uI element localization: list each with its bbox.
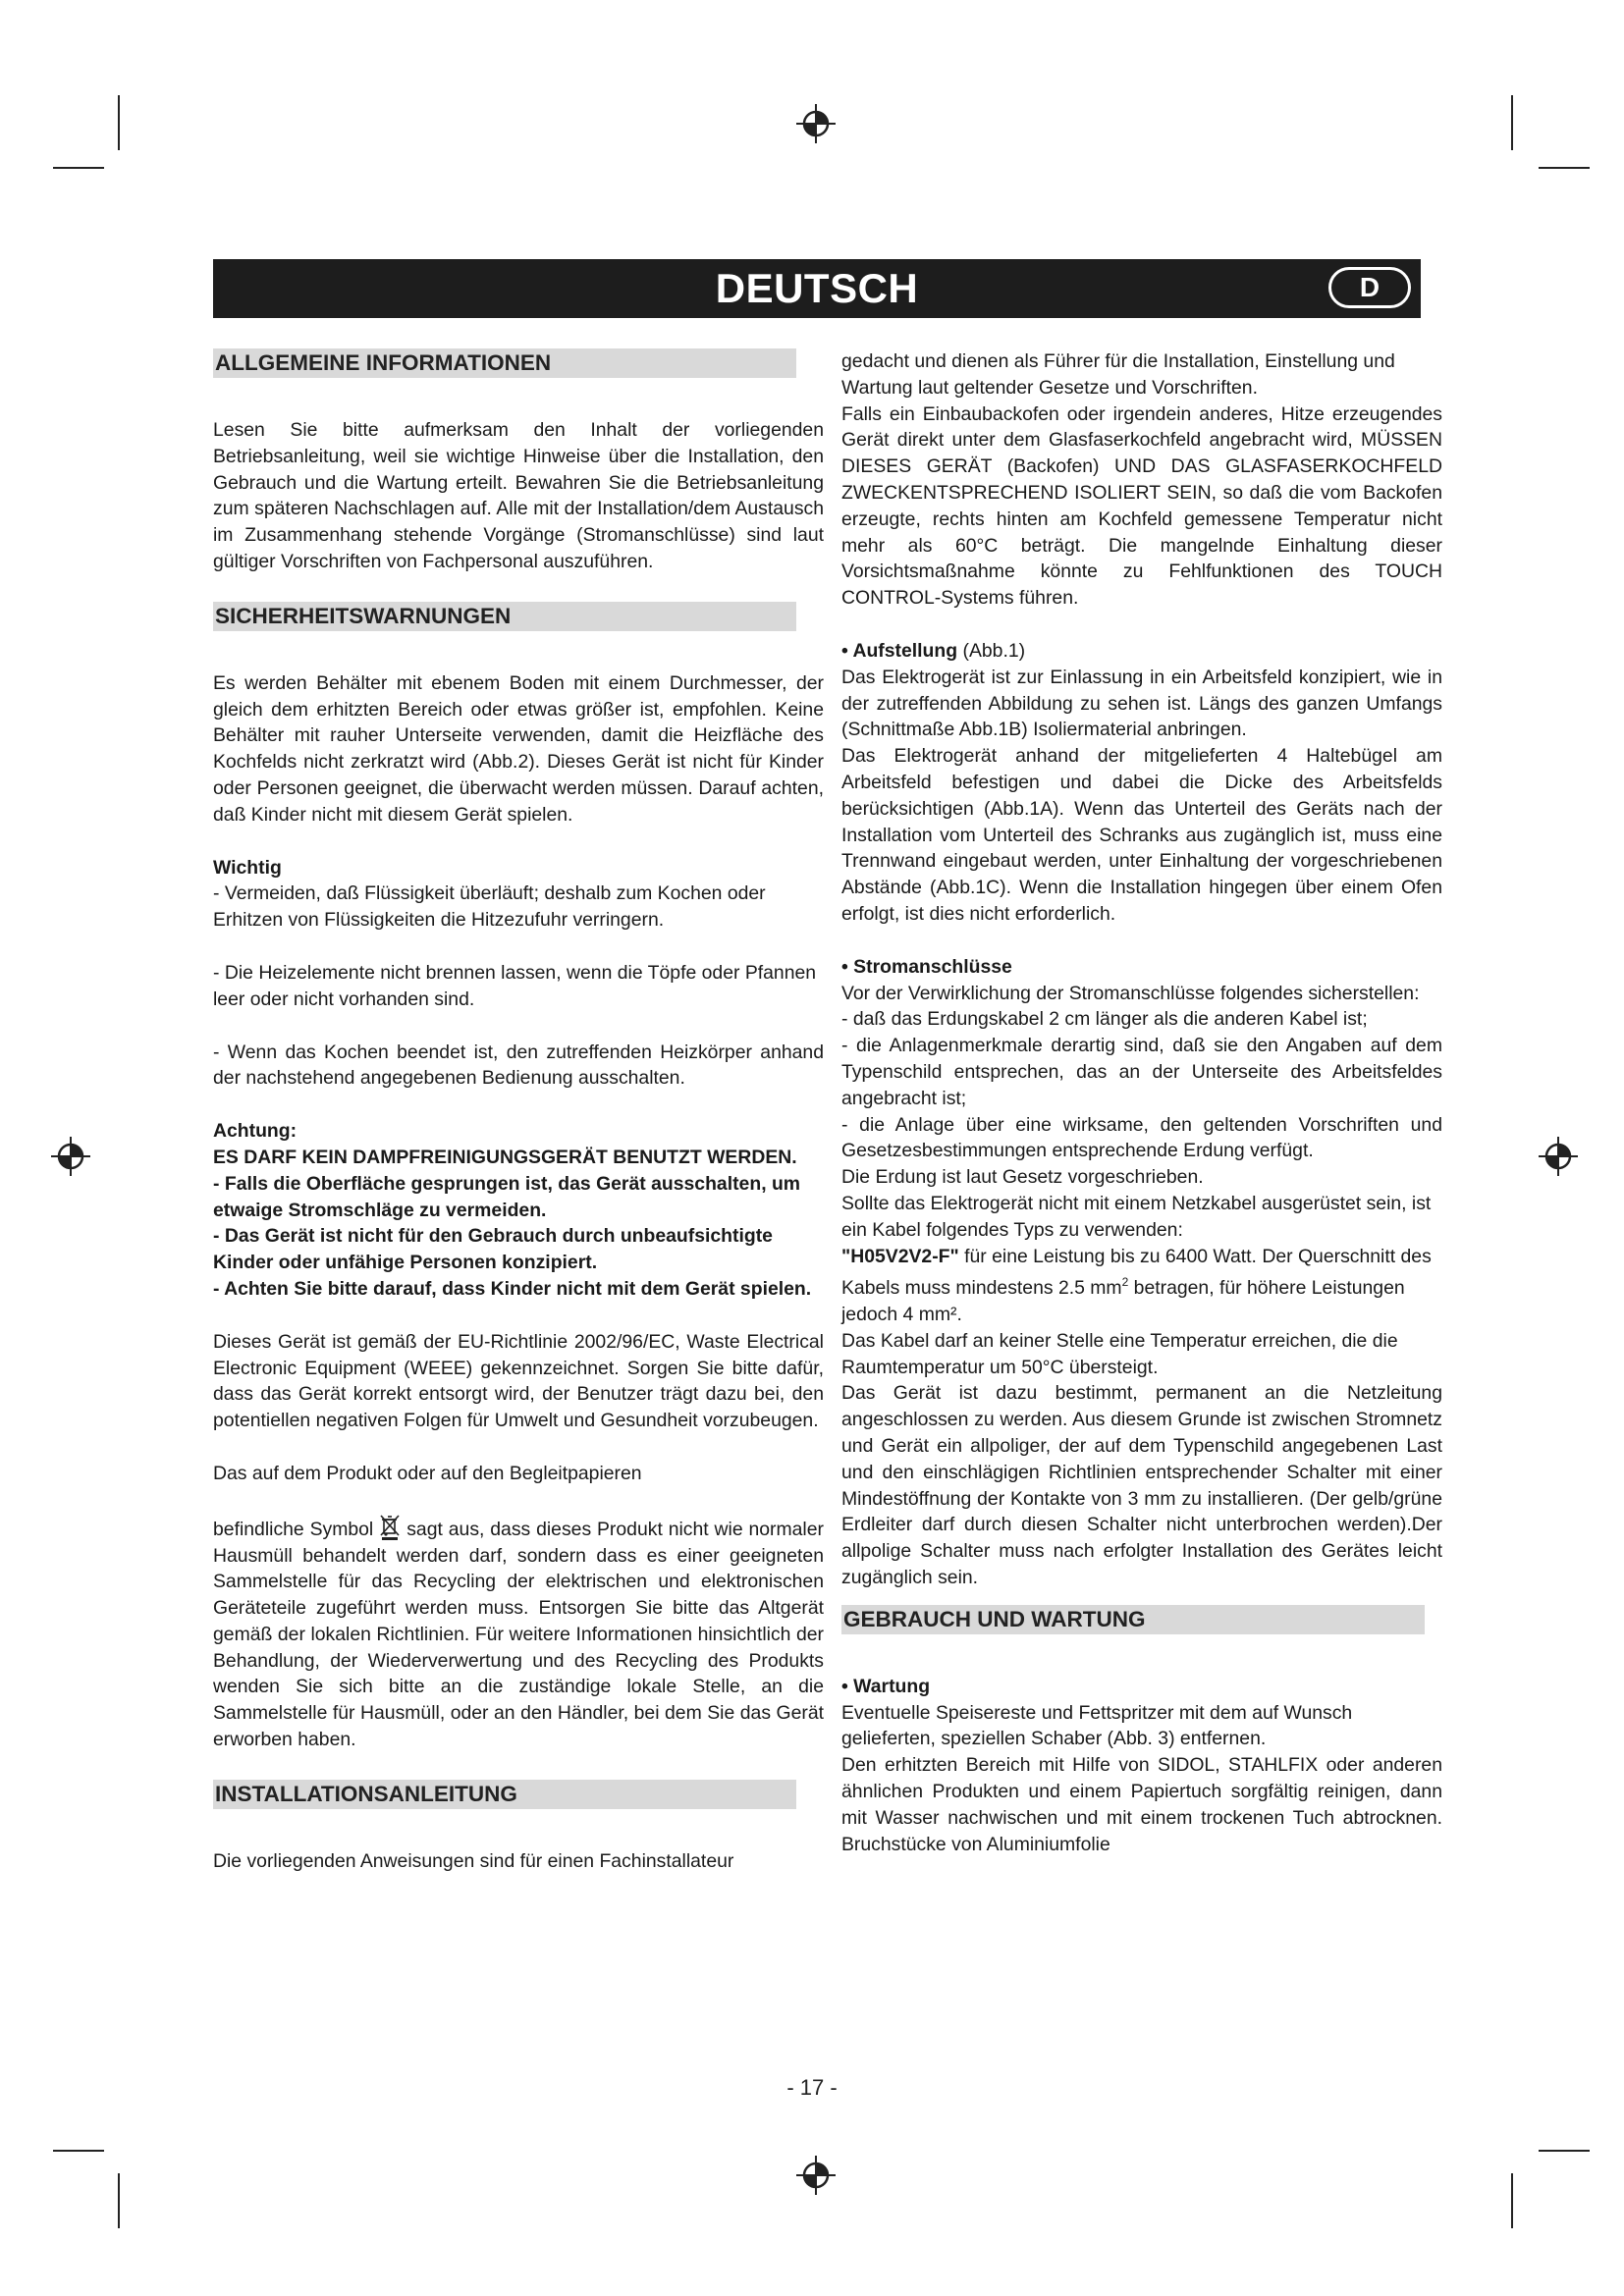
crop-mark-top-left-horizontal xyxy=(53,167,104,169)
paragraph-symbol-intro: Das auf dem Produkt oder auf den Begleitpapieren xyxy=(213,1462,642,1484)
registration-target-icon xyxy=(796,104,836,143)
section-heading-safety-warnings: SICHERHEITSWARNUNGEN xyxy=(213,602,796,631)
paragraph-weee-symbol xyxy=(213,1514,824,1753)
maintenance-heading: • Wartung xyxy=(841,1675,931,1697)
important-item: - Wenn das Kochen beendet ist, den zutreffenden Heizkörper anhand der nachstehend angegebenen Bedienung ausschalten. xyxy=(213,1041,824,1090)
paragraph-power-2: - daß das Erdungskabel 2 cm länger als die anderen Kabel ist; xyxy=(841,1008,1368,1031)
left-column xyxy=(213,348,824,1875)
section-heading-installation-instructions: INSTALLATIONSANLEITUNG xyxy=(213,1780,796,1809)
right-column xyxy=(841,348,1442,1857)
page-number: - 17 - xyxy=(786,2075,838,2100)
important-item: - Vermeiden, daß Flüssigkeit überläuft; deshalb zum Kochen oder Erhitzen von Flüssigkeiten die Hitzezufuhr verringern. xyxy=(213,882,766,932)
paragraph-power-3: - die Anlagenmerkmale derartig sind, daß sie den Angaben auf dem Typenschild entsprechen, das an der Unterseite des Arbeitsfeldes angebracht ist; xyxy=(841,1035,1442,1109)
language-badge: D xyxy=(1328,267,1411,308)
registration-target-icon xyxy=(1539,1137,1578,1176)
paragraph-power-4: - die Anlage über eine wirksame, den geltenden Vorschriften und Gesetzesbestimmungen entsprechende Erdung verfügt. xyxy=(841,1113,1442,1162)
setup-title: • Aufstellung xyxy=(841,639,958,662)
power-connections-heading: • Stromanschlüsse xyxy=(841,955,1012,978)
paragraph-installation-intro: Die vorliegenden Anweisungen sind für einen Fachinstallateur xyxy=(213,1849,734,1872)
paragraph-power-6: Sollte das Elektrogerät nicht mit einem Netzkabel ausgerüstet sein, ist ein Kabel folgendes Typs zu verwenden: xyxy=(841,1192,1432,1241)
setup-figure-ref: (Abb.1) xyxy=(957,639,1026,662)
crop-mark-top-left-vertical xyxy=(118,95,120,150)
attention-item: - Achten Sie bitte darauf, dass Kinder nicht mit dem Gerät spielen. xyxy=(213,1277,812,1300)
symbol-text-before: befindliche Symbol xyxy=(213,1518,374,1540)
cable-spec-text: für eine Leistung bis zu 6400 Watt. Der Querschnitt des Kabels muss mindestens 2.5 mm xyxy=(841,1245,1432,1300)
paragraph-weee-directive: Dieses Gerät ist gemäß der EU-Richtlinie 2002/96/EC, Waste Electrical Electronic Equipment (WEEE) gekennzeichnet. Sorgen Sie bitte dafür, dass das Gerät korrekt entsorgt wird, der Benutzer trägt dazu bei, den potentiellen negativen Folgen für Umwelt und Gesundheit vorzubeugen. xyxy=(213,1330,824,1432)
cable-spec-text-end: betragen, für höhere Leistungen jedoch 4 mm². xyxy=(841,1277,1405,1326)
crop-mark-bottom-left-horizontal xyxy=(53,2150,104,2152)
paragraph-power-7 xyxy=(841,1244,1442,1328)
attention-item: - Das Gerät ist nicht für den Gebrauch durch unbeaufsichtigte Kinder oder unfähige Personen konzipiert. xyxy=(213,1225,773,1274)
paragraph-power-5: Die Erdung ist laut Gesetz vorgeschrieben. xyxy=(841,1166,1204,1189)
paragraph-general-information: Lesen Sie bitte aufmerksam den Inhalt der vorliegenden Betriebsanleitung, weil sie wichtige Hinweise über die Installation, den Gebrauch und die Wartung erteilt. Bewahren Sie die Betriebsanleitung zum späteren Nachschlagen auf. Alle mit der Installation/dem Austausch im Zusammenhang stehende Vorgänge (Stromanschlüsse) sind laut gültiger Vorschriften von Fachpersonal auszuführen. xyxy=(213,419,824,572)
crop-mark-bottom-right-horizontal xyxy=(1539,2150,1590,2152)
crop-mark-bottom-right-vertical xyxy=(1511,2173,1513,2228)
paragraph-maintenance-2: Den erhitzten Bereich mit Hilfe von SIDOL, STAHLFIX oder anderen ähnlichen Produkten und einem Papiertuch sorgfältig reinigen, dann mit Wasser nachwischen und mit einem trockenen Tuch abtrocknen. Bruchstücke von Aluminiumfolie xyxy=(841,1754,1442,1855)
superscript-2: 2 xyxy=(1121,1275,1129,1290)
crossed-out-wheelie-bin-icon xyxy=(379,1514,401,1541)
paragraph-power-1: Vor der Verwirklichung der Stromanschlüsse folgendes sicherstellen: xyxy=(841,982,1420,1004)
attention-item: - Falls die Oberfläche gesprungen ist, das Gerät ausschalten, um etwaige Stromschläge zu vermeiden. xyxy=(213,1172,801,1221)
paragraph-installation-continued: gedacht und dienen als Führer für die Installation, Einstellung und Wartung laut geltender Gesetze und Vorschriften. xyxy=(841,350,1395,399)
attention-heading: Achtung: xyxy=(213,1120,298,1143)
language-header-bar xyxy=(213,259,1421,318)
important-item: - Die Heizelemente nicht brennen lassen, wenn die Töpfe oder Pfannen leer oder nicht vorhanden sind. xyxy=(213,961,817,1010)
section-heading-general-information: ALLGEMEINE INFORMATIONEN xyxy=(213,348,796,378)
paragraph-safety-warnings: Es werden Behälter mit ebenem Boden mit einem Durchmesser, der gleich dem erhitzten Bereich oder etwas größer ist, empfohlen. Keine Behälter mit rauher Unterseite verwenden, damit die Heizfläche des Kochfelds nicht zerkratzt wird (Abb.2). Dieses Gerät ist nicht für Kinder oder Personen geeignet, die überwacht werden müssen. Darauf achten, daß Kinder nicht mit diesem Gerät spielen. xyxy=(213,671,824,826)
crop-mark-top-right-vertical xyxy=(1511,95,1513,150)
registration-target-icon xyxy=(51,1137,90,1176)
paragraph-power-9: Das Gerät ist dazu bestimmt, permanent an die Netzleitung angeschlossen zu werden. Aus diesem Grunde ist zwischen Stromnetz und Gerät ein allpoliger, der auf dem Typenschild angegebenen Last und den einschlägigen Richtlinien entsprechender Schalter mit einer Mindestöffnung der Kontakte von 3 mm zu installieren. (Der gelb/grüne Erdleiter darf durch diesen Schalter nicht unterbrochen werden).Der allpolige Schalter muss nach erfolgter Installation des Gerätes leicht zugänglich sein. xyxy=(841,1382,1442,1589)
cable-type: "H05V2V2-F" xyxy=(841,1245,959,1267)
paragraph-oven-insulation: Falls ein Einbaubackofen oder irgendein anderes, Hitze erzeugendes Gerät direkt unter dem Glasfaserkochfeld angebracht wird, MÜSSEN DIESES GERÄT (Backofen) UND DAS GLASFASERKOCHFELD ZWECKENTSPRECHEND ISOLIERT SEIN, so daß die vom Backofen erzeugte, rechts hinten am Kochfeld gemessene Temperatur nicht mehr als 60°C beträgt. Die mangelnde Einhaltung dieser Vorsichtsmaßnahme könnte zu Fehlfunktionen des TOUCH CONTROL-Systems führen. xyxy=(841,402,1442,610)
paragraph-setup-2: Das Elektrogerät anhand der mitgelieferten 4 Haltebügel am Arbeitsfeld befestigen und dabei die Dicke des Arbeitsfelds berücksichtigen (Abb.1A). Wenn das Unterteil des Geräts nach der Installation vom Unterteil des Schranks aus zugänglich ist, muss eine Trennwand eingebaut werden, unter Einhaltung der vorgeschriebenen Abstände (Abb.1C). Wenn die Installation hingegen über einem Ofen erfolgt, ist dies nicht erforderlich. xyxy=(841,745,1442,925)
paragraph-maintenance-1: Eventuelle Speisereste und Fettspritzer mit dem auf Wunsch gelieferten, speziellen Schaber (Abb. 3) entfernen. xyxy=(841,1701,1353,1750)
crop-mark-top-right-horizontal xyxy=(1539,167,1590,169)
page-title: DEUTSCH xyxy=(715,265,919,311)
setup-heading xyxy=(841,638,1442,665)
crop-mark-bottom-left-vertical xyxy=(118,2173,120,2228)
symbol-text-after: sagt aus, dass dieses Produkt nicht wie normaler Hausmüll behandelt werden darf, sondern dass es einer geeigneten Sammelstelle für das Recycling der elektrischen und elektronischen Geräteteile zugeführt werden muss. Entsorgen Sie bitte das Altgerät gemäß der lokalen Richtlinien. Für weitere Informationen hinsichtlich der Behandlung, der Wiederverwertung und des Recycling des Produkts wenden Sie sich bitte an die zuständige lokale Stelle, an die Sammelstelle für Hausmüll, oder an den Händler, bei dem Sie das Gerät erworben haben. xyxy=(213,1518,824,1751)
section-heading-use-and-maintenance: GEBRAUCH UND WARTUNG xyxy=(841,1605,1425,1634)
attention-item: ES DARF KEIN DAMPFREINIGUNGSGERÄT BENUTZT WERDEN. xyxy=(213,1146,797,1168)
important-heading: Wichtig xyxy=(213,856,282,879)
registration-target-icon xyxy=(796,2156,836,2195)
paragraph-power-8: Das Kabel darf an keiner Stelle eine Temperatur erreichen, die die Raumtemperatur um 50°C übersteigt. xyxy=(841,1329,1398,1378)
paragraph-setup-1: Das Elektrogerät ist zur Einlassung in ein Arbeitsfeld konzipiert, wie in der zutreffenden Abbildung zu sehen ist. Längs des ganzen Umfangs (Schnittmaße Abb.1B) Isoliermaterial anbringen. xyxy=(841,666,1442,741)
